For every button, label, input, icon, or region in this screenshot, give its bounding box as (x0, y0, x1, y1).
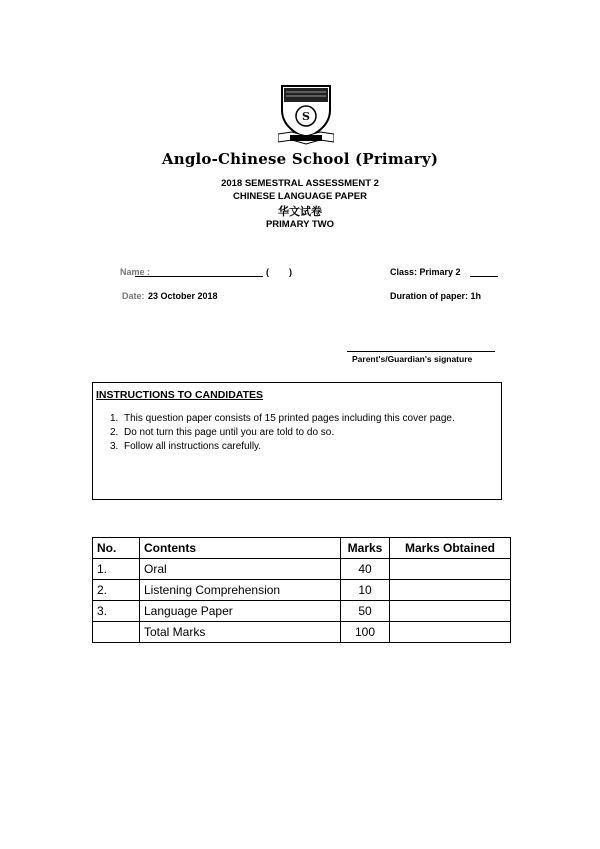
date-label: Date: (122, 291, 145, 301)
total-label: Total Marks (140, 622, 341, 643)
paper-title: CHINESE LANGUAGE PAPER (233, 191, 367, 202)
school-name: Anglo-Chinese School (Primary) (161, 150, 439, 168)
table-header-row (93, 538, 511, 559)
row-no: 2. (93, 580, 140, 601)
total-no-cell (93, 622, 140, 643)
row-no: 3. (93, 601, 140, 622)
row-obtained-cell[interactable] (390, 559, 511, 580)
name-label: Name : (120, 267, 151, 277)
row-marks: 40 (341, 559, 390, 580)
header-contents: Contents (140, 538, 341, 559)
row-no: 1. (93, 559, 140, 580)
row-marks: 10 (341, 580, 390, 601)
table-total-row (93, 622, 511, 643)
row-obtained-cell[interactable] (390, 601, 511, 622)
register-number-bracket: ( ) (266, 267, 292, 277)
row-contents: Language Paper (140, 601, 341, 622)
row-contents: Oral (140, 559, 341, 580)
total-marks: 100 (341, 622, 390, 643)
signature-line[interactable] (347, 351, 495, 352)
table-row (93, 601, 511, 622)
school-crest-icon (278, 80, 334, 146)
header-marks-obtained: Marks Obtained (390, 538, 511, 559)
instructions-title: INSTRUCTIONS TO CANDIDATES (96, 389, 264, 401)
total-obtained-cell[interactable] (390, 622, 511, 643)
marks-table (92, 537, 511, 643)
instructions-list (110, 412, 455, 454)
table-row (93, 559, 511, 580)
class-label: Class: Primary 2 (390, 267, 461, 277)
instruction-item: 3. Follow all instructions carefully. (110, 441, 262, 452)
table-row (93, 580, 511, 601)
row-obtained-cell[interactable] (390, 580, 511, 601)
level-title: PRIMARY TWO (265, 219, 335, 230)
header-marks: Marks (341, 538, 390, 559)
name-field[interactable] (135, 276, 263, 277)
signature-label: Parent's/Guardian's signature (352, 354, 473, 364)
row-marks: 50 (341, 601, 390, 622)
header-no: No. (93, 538, 140, 559)
assessment-title: 2018 SEMESTRAL ASSESSMENT 2 (221, 178, 379, 189)
paper-title-chinese: 华文试卷 (278, 205, 322, 218)
instruction-item: 1. This question paper consists of 15 printed pages including this cover page. (110, 413, 455, 424)
instruction-item: 2. Do not turn this page until you are told to do so. (110, 427, 335, 438)
class-field[interactable] (470, 276, 498, 277)
svg-text:S: S (302, 110, 310, 123)
duration-label: Duration of paper: 1h (390, 291, 482, 301)
row-contents: Listening Comprehension (140, 580, 341, 601)
date-value: 23 October 2018 (148, 291, 218, 301)
